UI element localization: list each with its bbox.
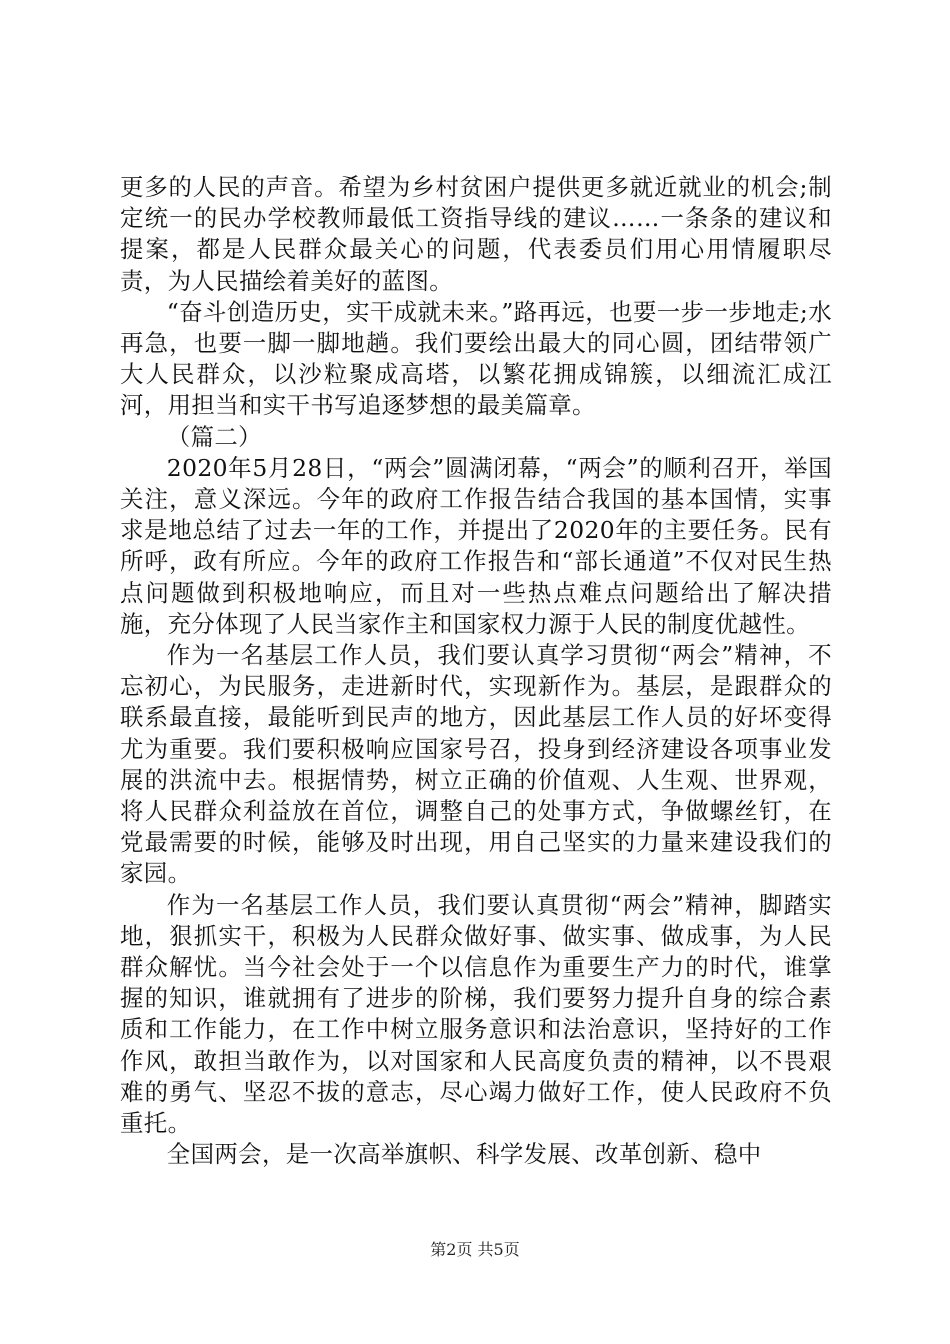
paragraph-grassroots-implement: 作为一名基层工作人员，我们要认真贯彻“两会”精神，脚踏实地，狠抓实干，积极为人民群众做好事、做实事、做成事，为人民群众解忧。当今社会处于一个以信息作为重要生产力的时代，谁掌握的知识，谁就拥有了进步的阶梯，我们要努力提升自身的综合素质和工作能力，在工作中树立服务意识和法治意识，坚持好的工作作风，敢担当敢作为，以对国家和人民高度负责的精神，以不畏艰难的勇气、坚忍不拔的意志，尽心竭力做好工作，使人民政府不负重托。	[120, 890, 832, 1138]
paragraph-two-sessions-closing: 2020年5月28日，“两会”圆满闭幕，“两会”的顺利召开，举国关注，意义深远。今年的政府工作报告结合我国的基本国情，实事求是地总结了过去一年的工作，并提出了2020年的主要任务。民有所呼，政有所应。今年的政府工作报告和“部长通道”不仅对民生热点问题做到积极地响应，而且对一些热点难点问题给出了解决措施，充分体现了人民当家作主和国家权力源于人民的制度优越性。	[120, 453, 832, 638]
section-heading-part-two: （篇二）	[166, 422, 262, 451]
paragraph-continuation: 更多的人民的声音。希望为乡村贫困户提供更多就近就业的机会;制定统一的民办学校教师最低工资指导线的建议……一条条的建议和提案，都是人民群众最关心的问题，代表委员们用心用情履职尽责，为人民描绘着美好的蓝图。	[120, 173, 832, 295]
document-body	[120, 172, 832, 1171]
page-footer: 第2页 共5页	[430, 1240, 520, 1259]
paragraph-grassroots-study: 作为一名基层工作人员，我们要认真学习贯彻“两会”精神，不忘初心，为民服务，走进新时代，实现新作为。基层，是跟群众的联系最直接，最能听到民声的地方，因此基层工作人员的好坏变得尤为重要。我们要积极响应国家号召，投身到经济建设各项事业发展的洪流中去。根据情势，树立正确的价值观、人生观、世界观，将人民群众利益放在首位，调整自己的处事方式，争做螺丝钉，在党最需要的时候，能够及时出现，用自己坚实的力量来建设我们的家园。	[120, 641, 832, 888]
paragraph-struggle-quote: “奋斗创造历史，实干成就未来。”路再远，也要一步一步地走;水再急，也要一脚一脚地趟。我们要绘出最大的同心圆，团结带领广大人民群众，以沙粒聚成高塔，以繁花拥成锦簇，以细流汇成江河，用担当和实干书写追逐梦想的最美篇章。	[120, 297, 832, 420]
paragraph-national-sessions: 全国两会，是一次高举旗帜、科学发展、改革创新、稳中	[166, 1140, 762, 1169]
